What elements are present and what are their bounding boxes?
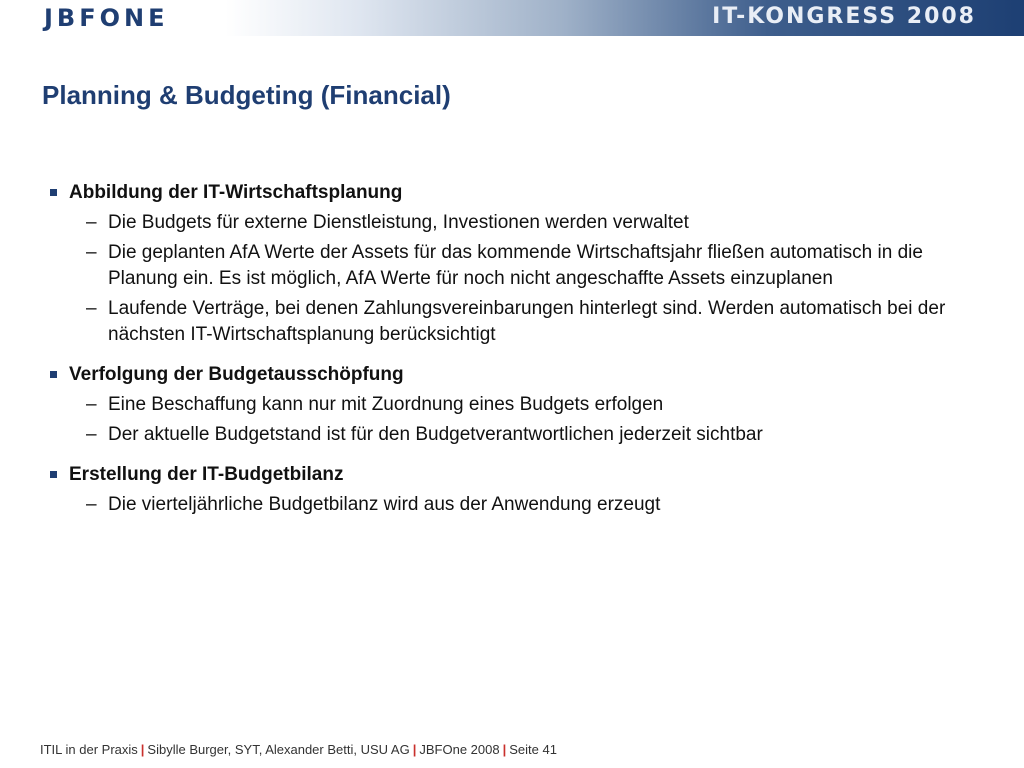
footer-separator: | [502, 742, 507, 757]
slide-content [50, 180, 990, 532]
dash-icon: – [86, 298, 97, 319]
sub-item-text: Die geplanten AfA Werte der Assets für das kommende Wirtschaftsjahr fließen automatisch in die Planung ein. Es ist möglich, AfA Werte für noch nicht angeschaffte Assets einzuplanen [108, 242, 923, 289]
section-tracking [50, 362, 990, 448]
footer-separator: | [412, 742, 417, 757]
dash-icon: – [86, 394, 97, 415]
dash-icon: – [86, 242, 97, 263]
sub-item [86, 296, 990, 348]
footer-topic: ITIL in der Praxis [40, 742, 138, 757]
section-planning [50, 180, 990, 348]
dash-icon: – [86, 212, 97, 233]
footer-page: Seite 41 [509, 742, 557, 757]
sub-item [86, 492, 990, 518]
sub-item-text: Eine Beschaffung kann nur mit Zuordnung eines Budgets erfolgen [108, 394, 664, 415]
footer-event: JBFOne 2008 [419, 742, 500, 757]
sub-item-text: Die Budgets für externe Dienstleistung, Investionen werden verwaltet [108, 212, 689, 233]
footer-separator: | [140, 742, 145, 757]
sub-item [86, 240, 990, 292]
bullet-text: Erstellung der IT-Budgetbilanz [69, 464, 344, 485]
slide-title: Planning & Budgeting (Financial) [42, 80, 451, 110]
sub-item-text: Die vierteljährliche Budgetbilanz wird aus der Anwendung erzeugt [108, 494, 661, 515]
bullet-text: Abbildung der IT-Wirtschaftsplanung [69, 182, 403, 203]
dash-icon: – [86, 424, 97, 445]
square-bullet-icon [50, 471, 57, 478]
square-bullet-icon [50, 371, 57, 378]
section-balance [50, 462, 990, 518]
footer [40, 742, 557, 757]
sub-item [86, 422, 990, 448]
bullet-text: Verfolgung der Budgetausschöpfung [69, 364, 404, 385]
sub-item [86, 392, 990, 418]
jbfone-logo [44, 4, 169, 32]
logo-text: JBFONE [44, 4, 169, 32]
square-bullet-icon [50, 189, 57, 196]
sub-item-text: Laufende Verträge, bei denen Zahlungsvereinbarungen hinterlegt sind. Werden automatisch bei der nächsten IT-Wirtschaftsplanung berücksichtigt [108, 298, 946, 345]
bullet-heading [50, 362, 990, 388]
sub-item [86, 210, 990, 236]
footer-authors: Sibylle Burger, SYT, Alexander Betti, USU AG [147, 742, 410, 757]
dash-icon: – [86, 494, 97, 515]
sub-item-text: Der aktuelle Budgetstand ist für den Budgetverantwortlichen jederzeit sichtbar [108, 424, 763, 445]
bullet-heading [50, 462, 990, 488]
conference-title: IT-KONGRESS 2008 [712, 4, 976, 29]
header-banner [0, 0, 1024, 36]
bullet-heading [50, 180, 990, 206]
